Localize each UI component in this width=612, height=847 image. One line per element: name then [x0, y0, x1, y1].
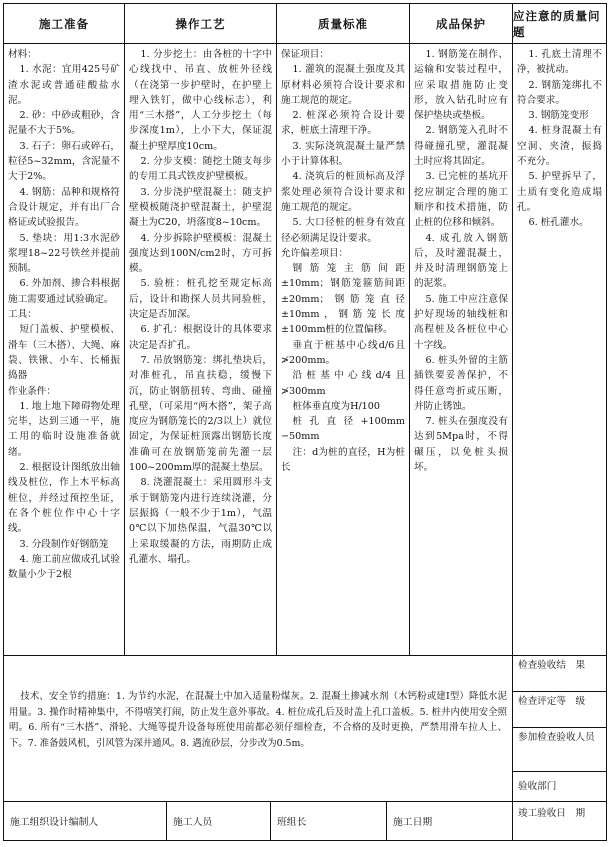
- issues-column: [513, 44, 606, 656]
- quality-paragraph: 桩体垂直度为H/100: [292, 400, 380, 412]
- quality-paragraph: 2. 桩深必须符合设计要求，桩底土清理干净。: [281, 110, 405, 137]
- process-paragraph: 5. 验桩：桩孔挖至规定标高后，设计和勘探人员共同验桩，决定是否加深。: [129, 278, 272, 321]
- prep-paragraph: 6. 外加剂、掺合料根据施工需要通过试验确定。: [8, 278, 120, 305]
- protection-paragraph: 6. 桩头外留的主筋插铁要妥善保护，不得任意弯折或压断，并防止锈蚀。: [414, 354, 508, 412]
- issues-paragraph: 6. 桩孔灌水。: [528, 217, 589, 229]
- process-paragraph: 1. 分步挖土：由各桩的十字中心线找中、吊直、放桩外径线（在浇第一步护壁时，在护壁上埋入铁钉，做中心线标志），利用“三木搭”，人工分步挖土（每步深度1m），上小下大，保证混凝土护壁厚度10cm。: [129, 49, 272, 152]
- protection-paragraph: 7. 桩头在强度没有达到5Mpa时，不得碾压，以免桩头损坏。: [414, 416, 508, 474]
- quality-paragraph: 保证项目：: [281, 49, 329, 60]
- process-paragraph: 2. 分步支模：随挖土随支每步的专用工具式铁皮护壁模板。: [129, 156, 272, 183]
- department-label: 验收部门: [513, 772, 606, 802]
- construction-form: [3, 3, 607, 841]
- prep-column: [4, 44, 125, 656]
- quality-paragraph: 1. 灌筑的混凝土强度及其原材料必须符合设计要求和施工规范的规定。: [281, 64, 405, 106]
- participants-label: 参加检查验收人员: [513, 728, 606, 772]
- issues-paragraph: 4. 桩身混凝土有空洞、夹渣，振捣不充分。: [517, 125, 602, 168]
- prep-paragraph: 2. 根据设计图纸放出轴线及桩位，作上木平标高桩位，并经过预控坐证，在各个桩位作中心十字线。: [8, 462, 120, 535]
- prep-paragraph: 1. 水泥：宜用425号矿渣水泥或普通硅酸盐水泥。: [8, 64, 120, 106]
- quality-paragraph: 4. 浇筑后的桩顶标高及浮浆处理必须符合设计要求和施工规范的规定。: [281, 171, 405, 213]
- prep-paragraph: 1. 地上地下障碍物处理完毕，达到三通一平，施工用的临时设施准备就绪。: [8, 400, 120, 458]
- prep-paragraph: 3. 石子：卵石或碎石，粒径5~32mm，含泥量不大于2%。: [8, 140, 120, 183]
- tech-measures-text: 技术、安全节约措施：1. 为节约水泥，在混凝土中加入适量粉煤灰。2. 混凝土掺减水剂（木钙粉或建I型）降低水泥用量。3. 操作时精神集中，不得嘻笑打闹，防止发生意外事故。4. 桩位成孔后及时盖上孔口盖板。5. 桩井内使用安全照明。6. 所有“三木搭”、滑轮、大绳等提升设备每班使用前都必须仔细检查，不合格的及时更换，严禁用滑车拉人上、下。7. 准备鼓风机，引风管为深井通风。8. 遇流砂层，分步改为0.5m。: [9, 691, 507, 749]
- header-quality: 质量标准: [277, 4, 410, 44]
- prep-paragraph: 4. 钢筋：品种和规格符合设计规定，并有出厂合格证或试验报告。: [8, 186, 120, 229]
- protection-paragraph: 2. 钢筋笼入孔时不得碰撞孔壁，灌混凝土时应将其固定。: [414, 125, 508, 168]
- tech-safety-measures: [4, 656, 513, 802]
- process-paragraph: 6. 扩孔：根据设计的具体要求决定是否扩孔。: [129, 324, 272, 351]
- quality-paragraph: 允许偏差项目：: [281, 247, 349, 259]
- header-protection: 成品保护: [410, 4, 513, 44]
- team-leader-label: 班组长: [271, 802, 387, 840]
- process-column: [125, 44, 277, 656]
- issues-paragraph: 2. 钢筋笼绑扎不符合要求。: [517, 79, 602, 106]
- prep-paragraph: 4. 施工前应做成孔试验数量小少于2根: [8, 553, 120, 581]
- completion-date-label: 竣工验收日 期: [518, 808, 586, 819]
- header-issues: 应注意的质量问题: [513, 4, 606, 44]
- quality-paragraph: 垂直于桩基中心线d/6且≯200mm。: [281, 339, 405, 366]
- compiler-label: 施工组织设计编制人: [4, 802, 167, 840]
- issues-paragraph: 3. 钢筋笼变形: [528, 110, 589, 122]
- issues-paragraph: 1. 孔底土清理不净，被扰动。: [517, 49, 602, 76]
- inspection-grade-label: 检查评定等 级: [513, 692, 606, 728]
- prep-paragraph: 作业条件：: [8, 385, 56, 397]
- prep-paragraph: 短门盖板、护壁模板、滑车（三木搭）、大绳、麻袋、铁锹、小车、长桶振捣器: [8, 324, 120, 382]
- prep-paragraph: 材料：: [8, 49, 37, 60]
- process-paragraph: 8. 浇灌混凝土：采用圆形斗支承于钢筋笼内进行连续浇灌，分层振捣（一般不少于1m），气温0℃以下加热保温，气温30℃以上采取缓凝的方法，雨期防止成孔灌水、塌孔。: [129, 477, 272, 565]
- prep-paragraph: 3. 分段制作好钢筋笼: [19, 538, 109, 550]
- quality-paragraph: 沿桩基中心线d/4且≯300mm: [281, 370, 405, 397]
- header-prep: 施工准备: [4, 4, 125, 44]
- worker-label: 施工人员: [167, 802, 271, 840]
- quality-column: [277, 44, 410, 656]
- prep-paragraph: 2. 砂：中砂或粗砂，含泥量不大于5%。: [8, 110, 120, 137]
- quality-paragraph: 桩孔直径+100mm −50mm: [281, 416, 405, 443]
- inspection-result-label: 检查验收结 果: [513, 656, 606, 692]
- quality-paragraph: 钢筋笼主筋间距±10mm；钢筋笼箍筋间距±20mm；钢筋笼直径±10mm，钢筋笼长度±100mm桩的位置偏移。: [281, 263, 405, 336]
- prep-paragraph: 工具：: [8, 309, 37, 321]
- protection-paragraph: 3. 已完桩的基坑开挖应制定合理的施工顺序和技术措施，防止桩的位移和倾斜。: [414, 171, 508, 229]
- protection-paragraph: 4. 成孔放入钢筋后，及时灌混凝土，并及时清理钢筋笼上的泥浆。: [414, 232, 508, 290]
- prep-paragraph: 5. 垫块：用1:3水泥砂浆埋18~22号铁丝并提前预制。: [8, 232, 120, 275]
- protection-paragraph: 1. 钢筋笼在制作、运输和安装过程中，应采取措施防止变形，放入钻孔时应有保护垫块或垫板。: [414, 49, 508, 122]
- quality-paragraph: 3. 实际浇筑混凝土量严禁小于计算体积。: [281, 140, 405, 168]
- header-process: 操作工艺: [125, 4, 277, 44]
- process-paragraph: 7. 吊放钢筋笼：绑扎垫块后，对准桩孔，吊直扶稳，缓慢下沉，防止钢筋扭转、弯曲、碰撞孔壁，（可采用“两木搭”，架子高度应为钢筋笼长的2/3以上）就位固定，为保证桩顶露出钢筋长度准确可在放钢筋笼前先灌一层100~200mm厚的混凝土垫层。: [129, 354, 272, 474]
- protection-column: [410, 44, 513, 656]
- protection-paragraph: 5. 施工中应注意保护好现场的轴线桩和高程桩及各桩位中心十字线。: [414, 293, 508, 351]
- process-paragraph: 3. 分步浇护壁混凝土：随支护壁模板随浇护壁混凝土，护壁混凝土为C20，坍落度8~10cm。: [129, 186, 272, 229]
- quality-paragraph: 5. 大口径桩的桩身有效直径必须满足设计要求。: [281, 217, 405, 244]
- issues-paragraph: 5. 护壁拆早了，土质有变化造成塌孔。: [517, 171, 602, 213]
- quality-paragraph: 注：d为桩的直径，H为桩长: [281, 446, 405, 474]
- process-paragraph: 4. 分步拆除护壁模板：混凝土强度达到100N/cm2时，方可拆模。: [129, 232, 272, 275]
- construction-date-label: 施工日期: [387, 802, 513, 840]
